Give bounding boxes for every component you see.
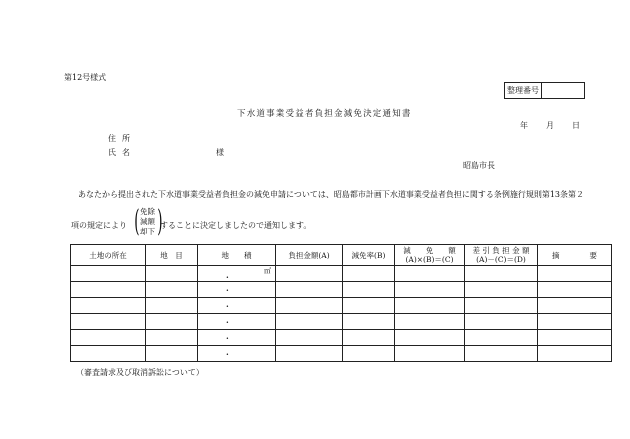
right-brace: ) <box>157 204 163 239</box>
table-cell[interactable] <box>71 266 146 282</box>
assessment-table <box>70 244 612 362</box>
table-cell[interactable] <box>146 330 198 346</box>
table-cell[interactable] <box>276 282 343 298</box>
table-cell[interactable] <box>538 266 612 282</box>
table-cell[interactable] <box>146 266 198 282</box>
table-cell[interactable] <box>395 266 465 282</box>
table-cell[interactable] <box>538 346 612 362</box>
table-cell[interactable] <box>395 298 465 314</box>
table-cell[interactable] <box>343 346 395 362</box>
table-cell[interactable] <box>395 330 465 346</box>
table-cell[interactable] <box>146 314 198 330</box>
header-reduction-amount: 減 免 額 (A)×(B)＝(C) <box>395 245 465 266</box>
decimal-point: ・ <box>223 302 232 311</box>
table-cell[interactable] <box>395 346 465 362</box>
table-cell[interactable] <box>198 314 276 330</box>
header-land-area: 地 積 <box>198 245 276 266</box>
decimal-point: ・ <box>223 286 232 295</box>
table-header-row <box>71 245 612 266</box>
table-cell[interactable] <box>465 314 538 330</box>
table-cell[interactable] <box>465 330 538 346</box>
table-cell[interactable] <box>276 266 343 282</box>
table-cell[interactable] <box>198 330 276 346</box>
table-cell[interactable] <box>343 282 395 298</box>
date-line <box>520 120 580 131</box>
header-remarks: 摘 要 <box>538 245 612 266</box>
table-cell[interactable] <box>198 266 276 282</box>
option-exemption: 免除 <box>140 207 155 216</box>
option-reduction: 減額 <box>140 217 155 226</box>
table-cell[interactable] <box>146 298 198 314</box>
table-cell[interactable] <box>538 298 612 314</box>
honorific: 様 <box>216 148 224 157</box>
table-cell[interactable] <box>198 346 276 362</box>
table-cell[interactable] <box>343 266 395 282</box>
table-row <box>71 298 612 314</box>
decimal-point: ・ <box>223 334 232 343</box>
table-cell[interactable] <box>198 298 276 314</box>
address-label: 住所 <box>108 134 136 143</box>
table-cell[interactable] <box>71 314 146 330</box>
left-brace: ( <box>134 204 140 239</box>
table-cell[interactable] <box>538 330 612 346</box>
decimal-point: ・ <box>223 350 232 359</box>
table-cell[interactable] <box>465 346 538 362</box>
table-cell[interactable] <box>276 330 343 346</box>
table-cell[interactable] <box>465 266 538 282</box>
table-row <box>71 266 612 282</box>
option-rejection: 却下 <box>140 227 155 236</box>
table-cell[interactable] <box>343 298 395 314</box>
header-land-location: 土地の所在 <box>71 245 146 266</box>
table-row <box>71 330 612 346</box>
table-row <box>71 282 612 298</box>
decision-options <box>132 204 163 239</box>
table-cell[interactable] <box>538 282 612 298</box>
date-day: 日 <box>572 121 580 130</box>
table-cell[interactable] <box>395 314 465 330</box>
table-cell[interactable] <box>343 330 395 346</box>
table-cell[interactable] <box>71 298 146 314</box>
reference-number-box <box>504 82 585 99</box>
header-net-charge: 差 引 負 担 金 額 (A)－(C)＝(D) <box>465 245 538 266</box>
table-cell[interactable] <box>146 346 198 362</box>
table-cell[interactable] <box>538 314 612 330</box>
body-line-2-prefix: 項の規定により <box>71 221 127 230</box>
decimal-point: ・ <box>223 273 232 282</box>
date-month: 月 <box>546 121 554 130</box>
table-cell[interactable] <box>276 314 343 330</box>
body-line-1: あなたから提出された下水道事業受益者負担金の減免申請については、昭島都市計画下水道事業受益者負担に関する条例施行規則第13条第２ <box>78 190 585 199</box>
table-cell[interactable] <box>146 282 198 298</box>
document-title: 下水道事業受益者負担金減免決定通知書 <box>237 109 412 119</box>
table-row <box>71 346 612 362</box>
table-cell[interactable] <box>465 298 538 314</box>
header-reduction-rate: 減免率(B) <box>343 245 395 266</box>
decimal-point: ・ <box>223 318 232 327</box>
table-cell[interactable] <box>343 314 395 330</box>
issuer: 昭島市長 <box>463 161 495 170</box>
table-row <box>71 314 612 330</box>
table-cell[interactable] <box>465 282 538 298</box>
table-cell[interactable] <box>71 346 146 362</box>
table-cell[interactable] <box>198 282 276 298</box>
appeal-notice-heading: （審査請求及び取消訴訟について） <box>76 368 204 377</box>
area-unit: ㎡ <box>264 267 271 275</box>
body-line-2-suffix: することに決定しましたので通知します。 <box>160 221 312 230</box>
table-cell[interactable] <box>71 282 146 298</box>
table-cell[interactable] <box>395 282 465 298</box>
date-year: 年 <box>520 121 528 130</box>
table-cell[interactable] <box>276 346 343 362</box>
reference-number-label: 整理番号 <box>505 83 542 98</box>
reference-number-value[interactable] <box>542 83 584 98</box>
table-cell[interactable] <box>71 330 146 346</box>
name-label: 氏名 <box>108 148 136 157</box>
header-charge-amount: 負担金額(A) <box>276 245 343 266</box>
table-cell[interactable] <box>276 298 343 314</box>
form-number: 第12号様式 <box>64 73 107 82</box>
header-land-category: 地 目 <box>146 245 198 266</box>
